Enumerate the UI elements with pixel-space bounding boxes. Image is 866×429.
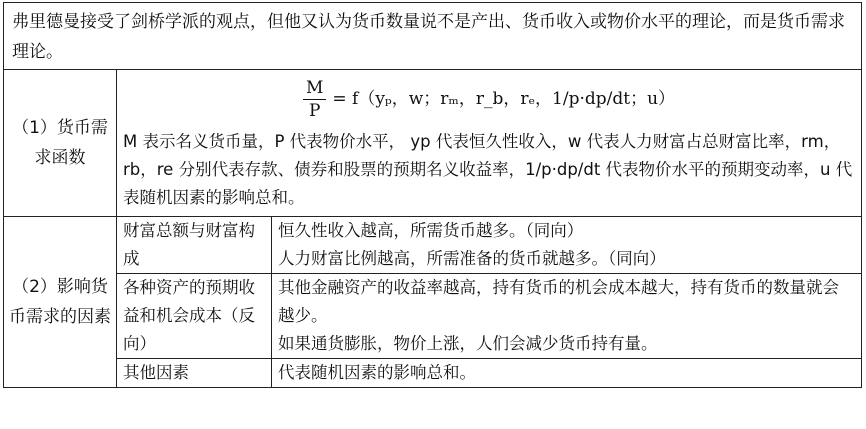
factor-detail bbox=[272, 359, 862, 388]
section1-label: （1）货币需求函数 bbox=[4, 70, 117, 217]
section2-label: （2）影响货币需求的因素 bbox=[4, 217, 117, 388]
factor-name: 其他因素 bbox=[117, 359, 272, 388]
detail-line: 其他金融资产的收益率越高，持有货币的机会成本越大，持有货币的数量就会越少。 bbox=[278, 278, 839, 325]
fraction-numerator: M bbox=[303, 77, 326, 100]
function-description: M 表示名义货币量，P 代表物价水平， yp 代表恒久性收入，w 代表人力财富占总财富比率，rm，rb，re 分别代表存款、债券和股票的预期名义收益率，1/p·dp/dt 代表物价水平的预期变动率，u 代表随机因素的影响总和。 bbox=[123, 132, 853, 207]
intro-row bbox=[4, 3, 862, 70]
factor-name: 财富总额与财富构成 bbox=[117, 217, 272, 274]
money-demand-formula bbox=[123, 70, 855, 128]
factor-row-wealth bbox=[4, 217, 862, 274]
factor-name: 各种资产的预期收益和机会成本（反向） bbox=[117, 274, 272, 359]
fraction-m-over-p bbox=[303, 77, 326, 122]
money-demand-function-row bbox=[4, 70, 862, 217]
formula-rhs: = f（yₚ，w；rₘ，r_b，rₑ，1/p·dp/dt；u） bbox=[332, 89, 676, 109]
detail-line: 恒久性收入越高，所需货币越多。（同向） bbox=[278, 221, 584, 240]
factor-detail bbox=[272, 274, 862, 359]
factor-row-expected-return bbox=[4, 274, 862, 359]
detail-line: 如果通货膨胀，物价上涨，人们会减少货币持有量。 bbox=[278, 334, 658, 353]
detail-line: 代表随机因素的影响总和。 bbox=[278, 363, 476, 382]
detail-line: 人力财富比例越高，所需准备的货币就越多。（同向） bbox=[278, 249, 666, 268]
factor-detail bbox=[272, 217, 862, 274]
intro-text: 弗里德曼接受了剑桥学派的观点，但他又认为货币数量说不是产出、货币收入或物价水平的理论，而是货币需求理论。 bbox=[4, 3, 862, 70]
fraction-denominator: P bbox=[308, 100, 321, 121]
function-cell bbox=[117, 70, 862, 217]
factor-row-other bbox=[4, 359, 862, 388]
friedman-money-demand-table bbox=[3, 2, 862, 388]
